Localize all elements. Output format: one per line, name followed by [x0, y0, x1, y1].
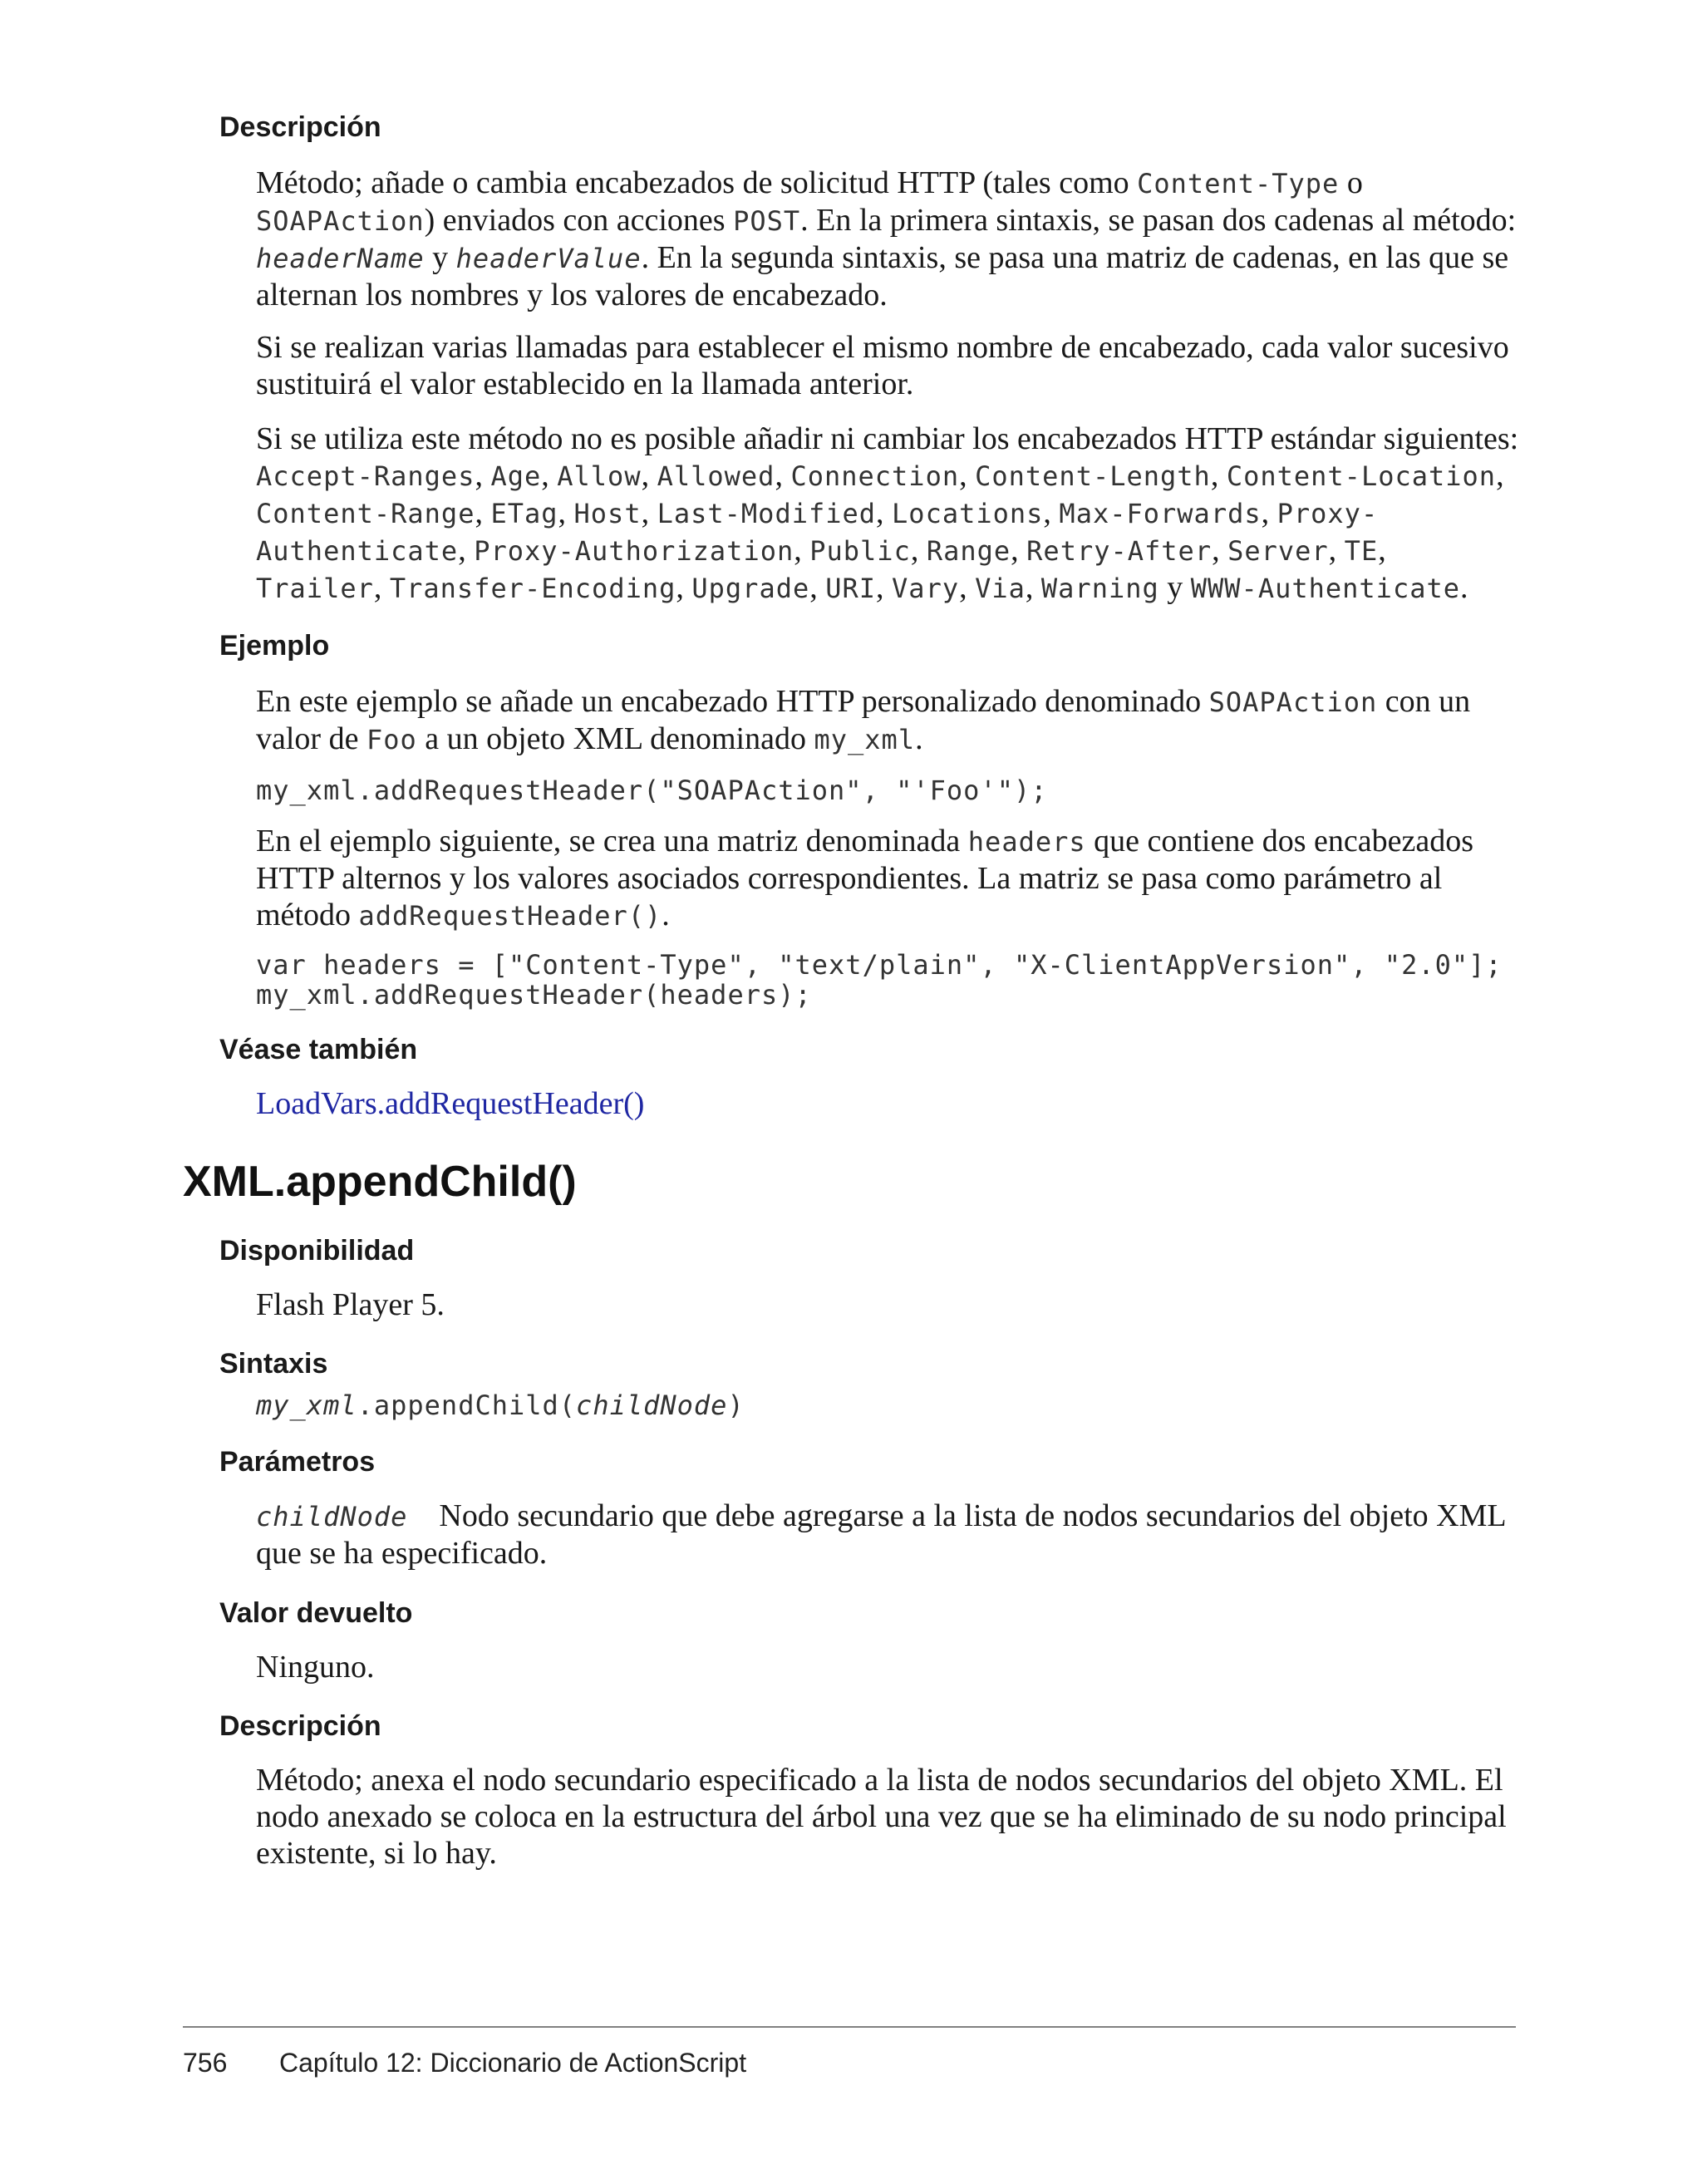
separator: , [676, 570, 692, 605]
header-name: WWW-Authenticate [1190, 573, 1460, 604]
header-name: Transfer-Encoding [389, 573, 676, 604]
text: con un valor de [256, 684, 1471, 756]
header-name: Trailer [256, 573, 374, 604]
text: ) enviados con acciones [424, 203, 734, 238]
header-name: Last-Modified [657, 498, 877, 529]
header-name: Accept-Ranges [256, 460, 475, 492]
heading-disponibilidad: Disponibilidad [219, 1235, 415, 1267]
heading-vease-tambien: Véase también [219, 1034, 418, 1065]
footer-rule [183, 2026, 1516, 2028]
separator: , [475, 458, 491, 493]
separator: , [959, 570, 976, 605]
paragraph-descripcion-1 [256, 165, 1519, 313]
separator: , [876, 495, 893, 530]
separator: , [775, 458, 791, 493]
page-number: 756 [183, 2048, 228, 2078]
code-method: .appendChild( [357, 1390, 577, 1421]
text: y [424, 240, 456, 275]
separator: , [558, 495, 574, 530]
header-name: Allowed [657, 460, 775, 492]
code-inline: my_xml [814, 724, 916, 755]
separator: , [1210, 458, 1227, 493]
separator: , [1011, 533, 1027, 568]
paragraph-ejemplo-1 [256, 683, 1519, 758]
sintaxis-code [256, 1390, 745, 1421]
heading-sintaxis: Sintaxis [219, 1348, 328, 1380]
code-inline: Content-Type [1137, 168, 1340, 199]
header-name: Server [1227, 535, 1329, 567]
separator: , [1043, 495, 1060, 530]
chapter-title: Capítulo 12: Diccionario de ActionScript [279, 2048, 747, 2078]
heading-descripcion-2: Descripción [219, 1710, 381, 1742]
header-name: Warning [1040, 573, 1159, 604]
header-name: Range [926, 535, 1011, 567]
separator: , [910, 533, 927, 568]
paragraph-descripcion-2: Si se realizan varias llamadas para establecer el mismo nombre de encabezado, cada valor sucesivo sustituirá el valor establecido en la llamada anterior. [256, 330, 1509, 401]
separator: , [373, 570, 390, 605]
code-inline: headerName [256, 243, 425, 274]
separator: , [1212, 533, 1228, 568]
code-example-2-line-1: var headers = ["Content-Type", "text/plain", "X-ClientAppVersion", "2.0"]; [256, 949, 1503, 981]
param-description: Nodo secundario que debe agregarse a la lista de nodos secundarios del objeto XML que se ha especificado. [256, 1498, 1506, 1571]
separator: , [809, 570, 826, 605]
header-name: TE [1344, 535, 1379, 567]
header-name: Proxy-Authenticate [256, 498, 1379, 567]
separator: , [876, 570, 893, 605]
heading-descripcion: Descripción [219, 111, 381, 143]
text: . [915, 721, 923, 756]
code-inline: SOAPAction [256, 205, 425, 237]
separator: , [794, 533, 810, 568]
header-name: ETag [490, 498, 558, 529]
heading-parametros: Parámetros [219, 1446, 376, 1478]
header-name: Content-Range [256, 498, 475, 529]
separator: , [541, 458, 558, 493]
paragraph-ejemplo-2 [256, 823, 1519, 934]
parametros-text [256, 1498, 1519, 1572]
code-object: my_xml [256, 1390, 357, 1421]
section-title: XML.appendChild() [183, 1158, 577, 1206]
separator: , [641, 495, 657, 530]
separator: , [475, 495, 491, 530]
text: que contiene dos encabezados HTTP alternos y los valores asociados correspondientes. La matriz se pasa como parámetro al método [256, 824, 1473, 932]
paragraph-descripcion-3 [256, 421, 1519, 607]
code-example-2-line-2: my_xml.addRequestHeader(headers); [256, 979, 812, 1011]
code-inline: headerValue [455, 243, 642, 274]
separator: , [959, 458, 976, 493]
code-inline: SOAPAction [1208, 686, 1378, 718]
header-name: Host [573, 498, 642, 529]
separator: , [641, 458, 657, 493]
text: . [662, 898, 670, 932]
header-name: Upgrade [691, 573, 810, 604]
header-name: Public [809, 535, 911, 567]
code-inline: Foo [366, 724, 417, 755]
separator: , [1025, 570, 1041, 605]
code-inline: addRequestHeader() [358, 900, 662, 932]
code-inline: POST [733, 205, 801, 237]
text: En el ejemplo siguiente, se crea una matriz denominada [256, 824, 968, 858]
text: Si se utiliza este método no es posible añadir ni cambiar los encabezados HTTP estándar siguientes: [256, 421, 1519, 456]
code-param: childNode [576, 1390, 728, 1421]
text: En este ejemplo se añade un encabezado HTTP personalizado denominado [256, 684, 1209, 719]
header-name: Locations [892, 498, 1044, 529]
separator: , [1496, 458, 1504, 493]
separator: , [1378, 533, 1386, 568]
disponibilidad-text: Flash Player 5. [256, 1287, 445, 1322]
text: o [1339, 165, 1363, 200]
header-name: Content-Length [975, 460, 1211, 492]
header-name: URI [825, 573, 877, 604]
punctuation: . [1460, 570, 1468, 605]
param-name: childNode [256, 1501, 408, 1532]
header-name: Retry-After [1026, 535, 1213, 567]
separator: y [1158, 570, 1191, 605]
header-list [256, 458, 1504, 605]
header-name: Via [975, 573, 1026, 604]
code-close: ) [727, 1390, 745, 1421]
header-name: Proxy-Authorization [474, 535, 794, 567]
text: a un objeto XML denominado [416, 721, 814, 756]
text: . En la segunda sintaxis, se pasa una matriz de cadenas, en las que se alternan los nombres y los valores de encabezado. [256, 240, 1509, 312]
code-example-1: my_xml.addRequestHeader("SOAPAction", "'Foo'"); [256, 775, 1048, 806]
separator: , [1328, 533, 1345, 568]
code-inline: headers [967, 826, 1086, 858]
heading-ejemplo: Ejemplo [219, 630, 330, 662]
header-name: Content-Location [1226, 460, 1497, 492]
header-name: Connection [790, 460, 960, 492]
heading-valor-devuelto: Valor devuelto [219, 1597, 413, 1629]
text: . En la primera sintaxis, se pasan dos cadenas al método: [800, 203, 1517, 238]
separator: , [458, 533, 475, 568]
valor-devuelto-text: Ninguno. [256, 1650, 375, 1685]
text: Método; añade o cambia encabezados de solicitud HTTP (tales como [256, 165, 1138, 200]
header-name: Age [490, 460, 542, 492]
header-name: Vary [892, 573, 960, 604]
header-name: Max-Forwards [1059, 498, 1262, 529]
header-name: Allow [557, 460, 642, 492]
link-loadvars-addrequestheader[interactable]: LoadVars.addRequestHeader() [256, 1086, 645, 1121]
separator: , [1261, 495, 1277, 530]
descripcion-text: Método; anexa el nodo secundario especificado a la lista de nodos secundarios del objeto XML. El nodo anexado se coloca en la estructura del árbol una vez que se ha eliminado de su nodo principal existente, si lo hay. [256, 1763, 1507, 1871]
